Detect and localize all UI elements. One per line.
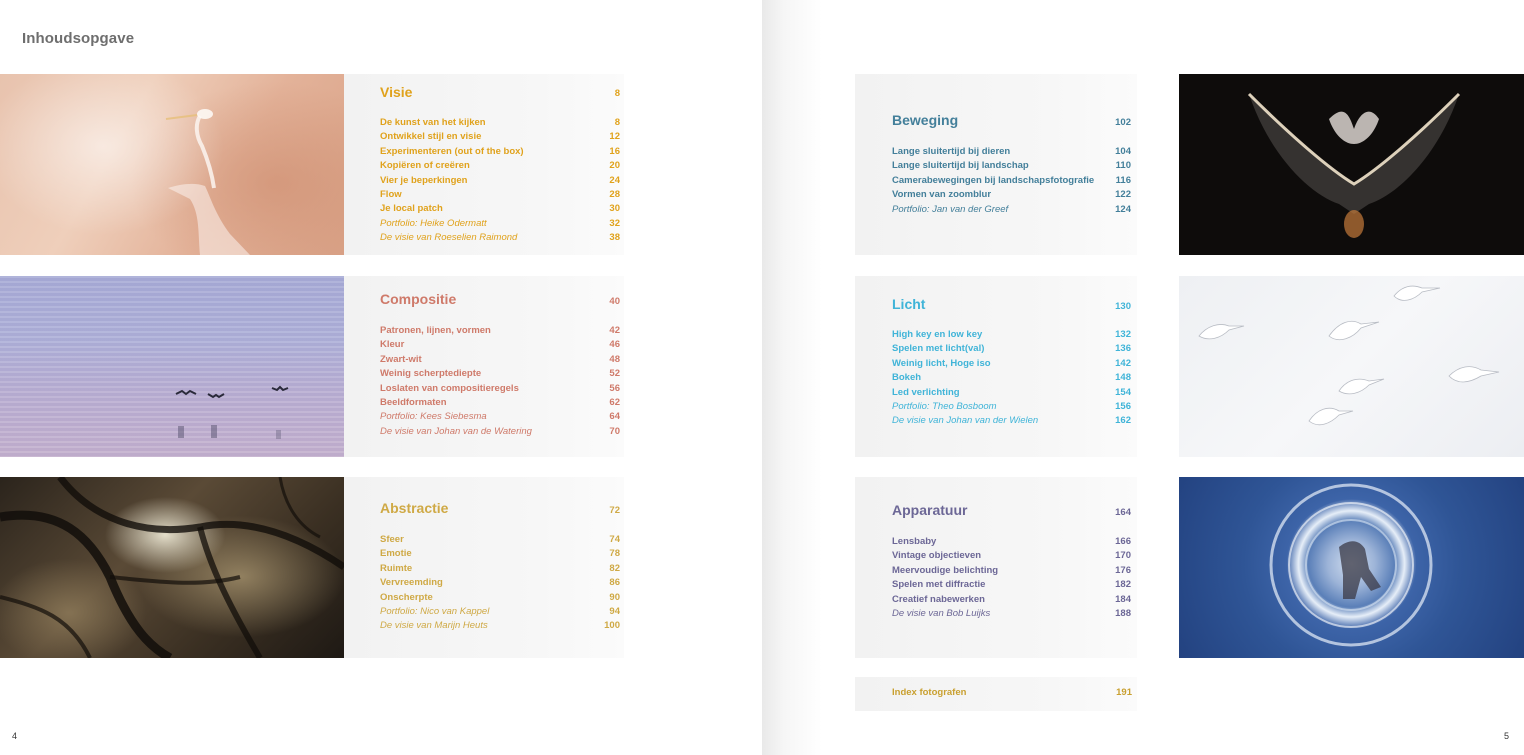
toc-entry-label: Bokeh — [892, 372, 922, 384]
toc-entry-label: High key en low key — [892, 329, 983, 340]
toc-entry-label: De visie van Bob Luijks — [892, 608, 991, 619]
section-page-abstractie: 72 — [609, 505, 620, 516]
toc-entry-page: 104 — [1115, 146, 1131, 157]
toc-entry-page: 30 — [609, 203, 620, 215]
toc-entry-label: Lange sluitertijd bij dieren — [892, 146, 1011, 157]
toc-entry-label: Vier je beperkingen — [380, 174, 468, 186]
toc-entry-page: 46 — [609, 339, 620, 351]
toc-entry-label: Meervoudige belichting — [892, 564, 999, 576]
toc-entry-page: 56 — [609, 382, 620, 394]
toc-entry-page: 110 — [1115, 160, 1131, 172]
section-title-licht: Licht — [892, 296, 926, 312]
toc-entry-label: Experimenteren (out of the box) — [380, 145, 524, 157]
toc-entry-page: 8 — [614, 117, 620, 128]
section-title-beweging: Beweging — [892, 112, 959, 128]
section-title-compositie: Compositie — [380, 291, 457, 307]
section-title-apparatuur: Apparatuur — [892, 502, 968, 518]
section-title-visie: Visie — [380, 84, 413, 100]
toc-entry-page: 154 — [1115, 386, 1131, 398]
egret-photo — [0, 74, 344, 255]
page-number-left: 4 — [12, 731, 18, 741]
toc-entry-page: 170 — [1115, 550, 1131, 562]
toc-entry-page: 42 — [609, 325, 620, 336]
spoonbills-photo — [1179, 276, 1524, 457]
section-page-compositie: 40 — [609, 296, 620, 307]
toc-entry-label: Vormen van zoomblur — [892, 189, 992, 201]
toc-entry-label: De kunst van het kijken — [380, 117, 486, 128]
toc-entry-label: Loslaten van compositieregels — [380, 382, 519, 394]
section-page-beweging: 102 — [1115, 117, 1131, 128]
toc-entry-page: 176 — [1115, 564, 1131, 576]
toc-entry-label: Je local patch — [380, 203, 443, 215]
spread-title: Inhoudsopgave — [22, 30, 135, 47]
toc-entry-page: 52 — [609, 368, 620, 380]
section-title-abstractie: Abstractie — [380, 500, 449, 516]
toc-entry-page: 142 — [1115, 357, 1131, 369]
toc-entry-page: 28 — [609, 189, 620, 200]
toc-entry-page: 156 — [1115, 401, 1131, 412]
toc-entry-label: Kopiëren of creëren — [380, 160, 470, 172]
glass-lens-photo — [1179, 477, 1524, 658]
toc-entry-label: Portfolio: Kees Siebesma — [380, 411, 487, 423]
toc-entry-page: 48 — [609, 353, 620, 365]
toc-entry-label: Portfolio: Nico van Kappel — [380, 606, 490, 617]
toc-entry-label: Led verlichting — [892, 386, 960, 398]
toc-entry-label: Lensbaby — [892, 536, 937, 547]
toc-entry-label: Emotie — [380, 548, 412, 560]
toc-entry-page: 122 — [1115, 189, 1131, 201]
toc-entry-label: Spelen met licht(val) — [892, 343, 985, 355]
toc-entry-page: 148 — [1115, 372, 1131, 384]
toc-entry-page: 70 — [609, 425, 620, 437]
toc-entry-label: Vintage objectieven — [892, 550, 982, 562]
water-birds-photo — [0, 276, 344, 457]
toc-entry-page: 16 — [609, 145, 620, 157]
toc-entry-label: Patronen, lijnen, vormen — [380, 325, 491, 336]
toc-entry-page: 90 — [609, 591, 620, 603]
toc-entry-page: 12 — [609, 131, 620, 143]
index-page: 191 — [1116, 687, 1132, 698]
toc-entry-page: 166 — [1115, 536, 1131, 547]
toc-entry-label: Camerabewegingen bij landschapsfotografie — [892, 174, 1095, 186]
toc-entry-page: 116 — [1115, 174, 1131, 186]
toc-entry-page: 132 — [1115, 329, 1131, 340]
toc-entry-page: 20 — [609, 160, 620, 172]
section-page-licht: 130 — [1115, 301, 1131, 312]
toc-entry-page: 78 — [609, 548, 620, 560]
toc-entry-label: Beeldformaten — [380, 397, 447, 408]
toc-entry-label: Portfolio: Theo Bosboom — [892, 401, 997, 412]
toc-entry-page: 38 — [609, 232, 620, 244]
toc-entry-label: Creatief nabewerken — [892, 593, 985, 605]
toc-entry-page: 124 — [1115, 203, 1131, 215]
index-label: Index fotografen — [892, 687, 967, 698]
toc-entry-label: De visie van Roeselien Raimond — [380, 232, 518, 244]
abstract-cracks-photo — [0, 477, 344, 658]
toc-entry-label: Spelen met diffractie — [892, 579, 986, 591]
page-number-right: 5 — [1504, 731, 1510, 741]
toc-entry-page: 64 — [609, 411, 620, 423]
toc-entry-label: De visie van Johan van de Watering — [380, 425, 532, 437]
toc-entry-label: Onscherpte — [380, 591, 433, 603]
toc-entry-page: 32 — [609, 217, 620, 229]
toc-entry-label: Vervreemding — [380, 577, 443, 589]
toc-entry-label: Lange sluitertijd bij landschap — [892, 160, 1029, 172]
toc-entry-label: Weinig licht, Hoge iso — [892, 357, 991, 369]
toc-entry-label: De visie van Johan van der Wielen — [892, 415, 1039, 427]
toc-entry-label: Weinig scherptediepte — [380, 368, 482, 380]
toc-entry-page: 24 — [609, 174, 620, 186]
toc-entry-label: Ruimte — [380, 562, 413, 574]
section-page-visie: 8 — [614, 88, 620, 99]
toc-entry-label: Ontwikkel stijl en visie — [380, 131, 482, 143]
bird-motion-blur-photo — [1179, 74, 1524, 255]
toc-entry-label: Sfeer — [380, 534, 404, 545]
section-page-apparatuur: 164 — [1115, 507, 1131, 518]
toc-entry-page: 182 — [1115, 579, 1131, 591]
toc-entry-label: Portfolio: Jan van der Greef — [892, 203, 1009, 215]
toc-entry-page: 86 — [609, 577, 620, 589]
toc-entry-page: 74 — [609, 534, 620, 545]
toc-entry-label: Zwart-wit — [380, 353, 422, 365]
toc-entry-page: 100 — [604, 620, 620, 632]
toc-entry-label: Flow — [380, 189, 402, 200]
toc-entry-label: Portfolio: Heike Odermatt — [380, 217, 487, 229]
toc-entry-page: 188 — [1115, 608, 1131, 619]
toc-entry-page: 162 — [1115, 415, 1131, 427]
toc-entry-page: 136 — [1115, 343, 1131, 355]
toc-entry-page: 94 — [609, 606, 620, 617]
toc-entry-page: 82 — [609, 562, 620, 574]
toc-entry-page: 62 — [609, 397, 620, 408]
toc-entry-label: Kleur — [380, 339, 405, 351]
toc-entry-label: De visie van Marijn Heuts — [380, 620, 488, 632]
toc-entry-page: 184 — [1115, 593, 1131, 605]
